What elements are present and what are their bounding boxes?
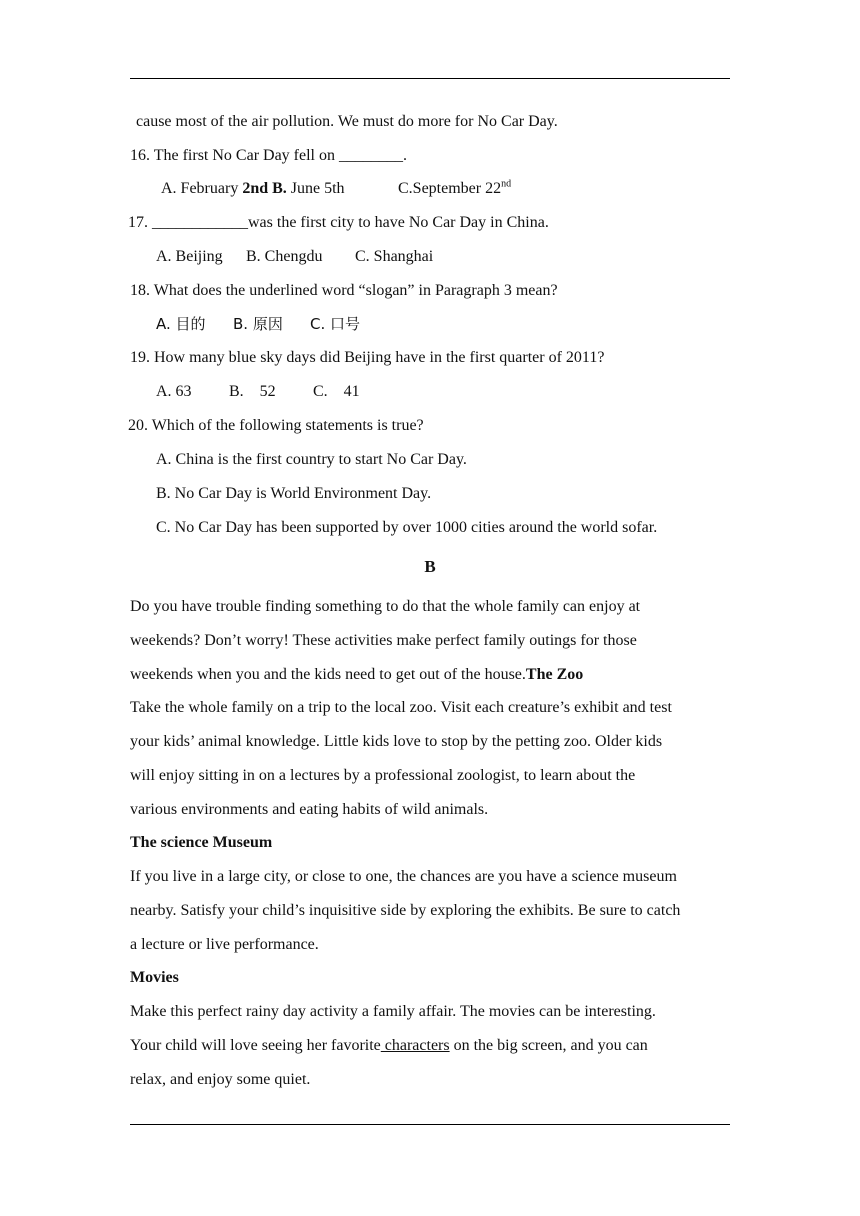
movies-line-2-post: on the big screen, and you can — [449, 1037, 648, 1054]
intro-line-3-text: weekends when you and the kids need to get out of the house. — [130, 666, 526, 683]
q20-option-c: C. No Car Day has been supported by over 1000 cities around the world sofar. — [156, 519, 658, 536]
movies-title: Movies — [130, 969, 179, 986]
question-16-stem: 16. The first No Car Day fell on ________. — [130, 147, 407, 164]
zoo-line-4: various environments and eating habits of wild animals. — [130, 801, 489, 818]
q17-option-c: C. Shanghai — [355, 248, 434, 265]
q19-option-c: C. 41 — [313, 383, 360, 400]
q18-option-c: C. 口号 — [310, 315, 361, 333]
q17-option-b: B. Chengdu — [246, 248, 323, 265]
question-18-stem: 18. What does the underlined word “slogan” in Paragraph 3 mean? — [130, 282, 558, 299]
museum-line-2: nearby. Satisfy your child’s inquisitive side by exploring the exhibits. Be sure to catch — [130, 902, 681, 919]
question-20-stem: 20. Which of the following statements is true? — [128, 417, 424, 434]
q16-option-c-sup: nd — [501, 178, 512, 190]
museum-line-3: a lecture or live performance. — [130, 936, 319, 953]
q16-option-c-text: C.September 22 — [398, 180, 502, 197]
question-16-options — [161, 179, 345, 199]
q17-option-a: A. Beijing — [156, 248, 223, 265]
movies-line-2-pre: Your child will love seeing her favorite — [130, 1037, 381, 1054]
intro-line-1: Do you have trouble finding something to do that the whole family can enjoy at — [130, 598, 641, 615]
q16-option-b: June 5th — [286, 180, 345, 197]
movies-line-3: relax, and enjoy some quiet. — [130, 1071, 311, 1088]
movies-line-2 — [130, 1036, 648, 1056]
zoo-line-1: Take the whole family on a trip to the local zoo. Visit each creature’s exhibit and test — [130, 699, 672, 716]
question-19-stem: 19. How many blue sky days did Beijing have in the first quarter of 2011? — [130, 349, 605, 366]
underlined-word: characters — [380, 1037, 450, 1054]
intro-line-2: weekends? Don’t worry! These activities make perfect family outings for those — [130, 632, 637, 649]
q16-option-a: A. February — [161, 180, 243, 197]
intro-line-3 — [130, 665, 583, 685]
movies-line-1: Make this perfect rainy day activity a family affair. The movies can be interesting. — [130, 1003, 656, 1020]
passage-continuation: cause most of the air pollution. We must do more for No Car Day. — [136, 113, 558, 130]
zoo-line-2: your kids’ animal knowledge. Little kids love to stop by the petting zoo. Older kids — [130, 733, 663, 750]
section-b-heading: B — [424, 557, 436, 576]
q19-option-b: B. 52 — [229, 383, 276, 400]
museum-title: The science Museum — [130, 834, 273, 851]
question-17-stem: 17. ____________was the first city to have No Car Day in China. — [128, 214, 549, 231]
zoo-title: The Zoo — [525, 666, 584, 683]
footer-rule — [130, 1124, 730, 1125]
header-rule — [130, 78, 730, 79]
q20-option-a: A. China is the first country to start No Car Day. — [156, 451, 467, 468]
q16-option-a-bold: 2nd B. — [242, 180, 287, 197]
q19-option-a: A. 63 — [156, 383, 192, 400]
q18-option-a: A. 目的 — [156, 315, 206, 333]
q20-option-b: B. No Car Day is World Environment Day. — [156, 485, 432, 502]
museum-line-1: If you live in a large city, or close to one, the chances are you have a science museum — [130, 868, 677, 885]
q18-option-b: B. 原因 — [233, 315, 283, 333]
q16-option-c — [398, 179, 511, 199]
zoo-line-3: will enjoy sitting in on a lectures by a professional zoologist, to learn about the — [130, 767, 636, 784]
